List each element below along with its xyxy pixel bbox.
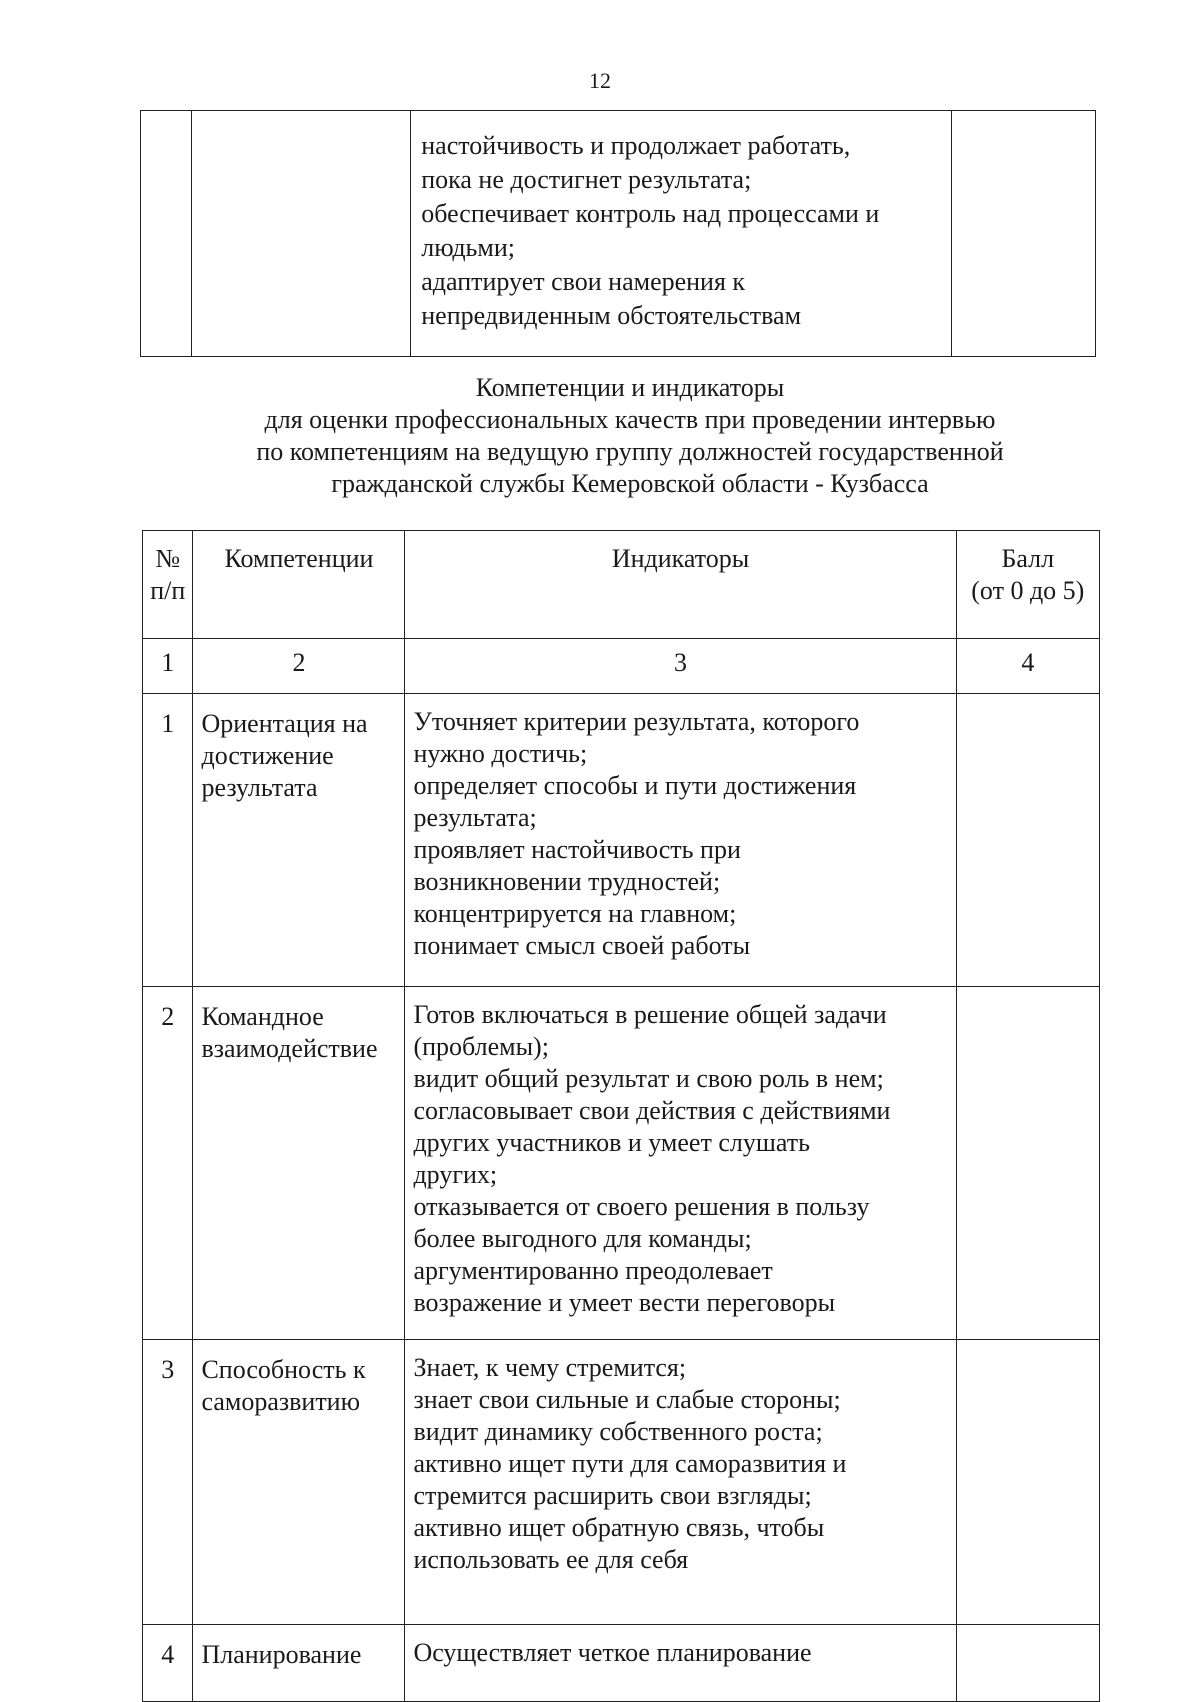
continuation-row: [141, 111, 1096, 357]
header-row: [143, 531, 1100, 639]
row-indicators: [405, 694, 956, 987]
heading-line: гражданской службы Кемеровской области - Кузбасса: [331, 469, 929, 498]
row-score: [956, 1340, 1099, 1625]
header-num-sign: №: [155, 544, 181, 573]
header-score: [956, 531, 1099, 639]
continuation-line: адаптирует свои намерения к: [421, 267, 746, 296]
header-competence: Компетенции: [193, 531, 405, 639]
indicator-line: определяет способы и пути достижения: [413, 771, 857, 800]
column-number: 2: [193, 639, 405, 694]
row-indicators: [405, 987, 956, 1340]
heading-line: для оценки профессиональных качеств при проведении интервью: [264, 405, 996, 434]
row-competence: [193, 1340, 405, 1625]
competence-line: саморазвитию: [201, 1387, 361, 1416]
indicator-line: других участников и умеет слушать: [413, 1128, 810, 1157]
row-competence: [193, 694, 405, 987]
indicator-line: нужно достичь;: [413, 739, 588, 768]
heading-line: по компетенциям на ведущую группу должностей государственной: [256, 437, 1004, 466]
indicator-line: аргументированно преодолевает: [413, 1256, 773, 1285]
indicator-line: видит общий результат и свою роль в нем;: [413, 1064, 884, 1093]
indicator-line: Знает, к чему стремится;: [413, 1353, 687, 1382]
competencies-table: [142, 530, 1100, 1702]
continuation-score-cell: [951, 111, 1095, 357]
column-number: 4: [956, 639, 1099, 694]
competence-line: результата: [201, 773, 318, 802]
indicator-line: согласовывает свои действия с действиями: [413, 1096, 891, 1125]
competence-line: взаимодействие: [201, 1034, 378, 1063]
indicator-line: концентрируется на главном;: [413, 899, 737, 928]
continuation-competence-cell: [191, 111, 410, 357]
row-number: 2: [143, 987, 193, 1340]
indicator-line: понимает смысл своей работы: [413, 931, 751, 960]
row-indicators: [405, 1340, 956, 1625]
indicator-line: активно ищет пути для саморазвития и: [413, 1449, 847, 1478]
heading-line: Компетенции и индикаторы: [475, 373, 785, 402]
indicator-line: результата;: [413, 803, 537, 832]
row-number: 1: [143, 694, 193, 987]
row-number: 3: [143, 1340, 193, 1625]
row-number: 4: [143, 1625, 193, 1702]
indicator-line: проявляет настойчивость при: [413, 835, 741, 864]
continuation-line: пока не достигнет результата;: [421, 165, 752, 194]
header-indicators: Индикаторы: [405, 531, 956, 639]
table-row: [143, 1625, 1100, 1702]
row-competence: [193, 987, 405, 1340]
row-indicators: [405, 1625, 956, 1702]
indicator-line: знает свои сильные и слабые стороны;: [413, 1385, 841, 1414]
competence-line: Планирование: [201, 1640, 362, 1669]
indicator-line: более выгодного для команды;: [413, 1224, 752, 1253]
section-heading: [150, 372, 1110, 500]
row-score: [956, 1625, 1099, 1702]
indicator-line: Уточняет критерии результата, которого: [413, 707, 860, 736]
continuation-line: непредвиденным обстоятельствам: [421, 301, 802, 330]
row-score: [956, 987, 1099, 1340]
table-row: [143, 694, 1100, 987]
column-number: 1: [143, 639, 193, 694]
continuation-indicators-cell: [411, 111, 951, 357]
header-num: [143, 531, 193, 639]
header-score-label: Балл: [1001, 544, 1055, 573]
indicator-line: стремится расширить свои взгляды;: [413, 1481, 812, 1510]
continuation-table: [140, 110, 1096, 357]
row-score: [956, 694, 1099, 987]
competence-line: Способность к: [201, 1355, 366, 1384]
continuation-line: обеспечивает контроль над процессами и: [421, 199, 880, 228]
indicator-line: использовать ее для себя: [413, 1545, 689, 1574]
row-competence: [193, 1625, 405, 1702]
competence-line: достижение: [201, 741, 334, 770]
continuation-line: людьми;: [421, 233, 515, 262]
indicator-line: Осуществляет четкое планирование: [413, 1638, 812, 1667]
indicator-line: отказывается от своего решения в пользу: [413, 1192, 870, 1221]
table-row: [143, 987, 1100, 1340]
competence-line: Командное: [201, 1002, 324, 1031]
indicator-line: (проблемы);: [413, 1032, 549, 1061]
indicator-line: видит динамику собственного роста;: [413, 1417, 823, 1446]
indicator-line: активно ищет обратную связь, чтобы: [413, 1513, 825, 1542]
page-number: 12: [589, 68, 611, 93]
indicator-line: Готов включаться в решение общей задачи: [413, 1000, 887, 1029]
header-score-range: (от 0 до 5): [971, 576, 1085, 605]
column-number: 3: [405, 639, 956, 694]
competence-line: Ориентация на: [201, 709, 368, 738]
column-number-row: [143, 639, 1100, 694]
indicator-line: возражение и умеет вести переговоры: [413, 1288, 836, 1317]
indicator-line: других;: [413, 1160, 498, 1189]
continuation-line: настойчивость и продолжает работать,: [421, 131, 851, 160]
header-num-label: п/п: [150, 576, 186, 605]
table-row: [143, 1340, 1100, 1625]
indicator-line: возникновении трудностей;: [413, 867, 721, 896]
continuation-num-cell: [141, 111, 192, 357]
